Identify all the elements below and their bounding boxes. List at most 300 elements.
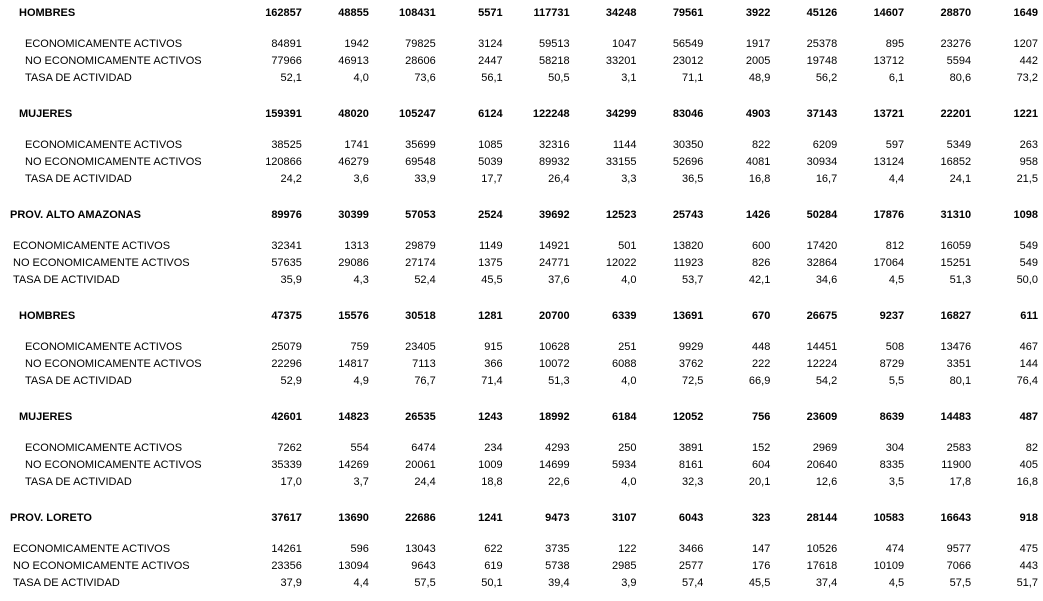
value-cell: 35,9 (280, 274, 302, 286)
value-cell: 9643 (411, 560, 436, 572)
value-cell: 8161 (678, 459, 704, 471)
section-total-cell: 25743 (672, 209, 704, 221)
section-total-cell: 83046 (672, 108, 704, 120)
value-cell: 89932 (538, 156, 570, 168)
value-cell: 443 (1019, 560, 1038, 572)
value-cell: 1207 (1013, 38, 1038, 50)
value-cell: 5738 (545, 560, 570, 572)
value-cell: 4,9 (353, 375, 369, 387)
value-cell: 4293 (545, 442, 570, 454)
section-label: PROV. LORETO (10, 512, 92, 524)
value-cell: 52,9 (280, 375, 302, 387)
value-cell: 54,2 (815, 375, 838, 387)
value-cell: 4,5 (888, 577, 905, 589)
table-section (0, 209, 1043, 291)
row-label: TASA DE ACTIVIDAD (13, 577, 120, 589)
value-cell: 42,1 (748, 274, 771, 286)
section-total-cell: 34299 (605, 108, 637, 120)
value-cell: 57635 (271, 257, 302, 269)
value-cell: 234 (484, 442, 503, 454)
section-total-cell: 37617 (271, 512, 302, 524)
value-cell: 144 (1019, 358, 1038, 370)
value-cell: 73,6 (414, 72, 436, 84)
value-cell: 4,3 (353, 274, 369, 286)
value-cell: 263 (1019, 139, 1038, 151)
value-cell: 826 (751, 257, 771, 269)
value-cell: 56,1 (481, 72, 503, 84)
value-cell: 11900 (941, 459, 972, 471)
value-cell: 14261 (271, 543, 302, 555)
section-total-cell: 13691 (672, 310, 704, 322)
value-cell: 597 (885, 139, 905, 151)
value-cell: 20,1 (748, 476, 771, 488)
value-cell: 3,3 (621, 173, 637, 185)
value-cell: 13124 (873, 156, 905, 168)
value-cell: 13043 (405, 543, 436, 555)
section-total-cell: 159391 (265, 108, 302, 120)
value-cell: 3466 (678, 543, 704, 555)
value-cell: 222 (751, 358, 771, 370)
value-cell: 36,5 (681, 173, 704, 185)
value-cell: 17420 (806, 240, 838, 252)
value-cell: 25079 (271, 341, 302, 353)
value-cell: 82 (1025, 442, 1038, 454)
table-row (0, 156, 1043, 173)
value-cell: 442 (1019, 55, 1038, 67)
table-section (0, 108, 1043, 190)
value-cell: 549 (1019, 257, 1038, 269)
section-total-cell: 47375 (271, 310, 302, 322)
value-cell: 304 (885, 442, 905, 454)
section-total-cell: 22201 (940, 108, 972, 120)
table-row (0, 375, 1043, 392)
value-cell: 2583 (946, 442, 972, 454)
value-cell: 2577 (678, 560, 704, 572)
section-label: MUJERES (19, 108, 73, 120)
section-total-cell: 8639 (879, 411, 905, 423)
value-cell: 10628 (538, 341, 570, 353)
section-header-row (0, 7, 1043, 20)
section-rows (0, 240, 1043, 291)
section-total-cell: 13690 (338, 512, 369, 524)
value-cell: 84891 (271, 38, 302, 50)
section-total-cell: 12523 (605, 209, 637, 221)
section-total-cell: 31310 (940, 209, 972, 221)
value-cell: 120866 (265, 156, 302, 168)
row-label: TASA DE ACTIVIDAD (25, 476, 132, 488)
table-row (0, 358, 1043, 375)
value-cell: 39,4 (548, 577, 570, 589)
value-cell: 66,9 (748, 375, 771, 387)
value-cell: 4,0 (621, 375, 637, 387)
value-cell: 76,7 (414, 375, 436, 387)
value-cell: 812 (885, 240, 905, 252)
value-cell: 15251 (940, 257, 972, 269)
value-cell: 17064 (873, 257, 905, 269)
value-cell: 12,6 (815, 476, 838, 488)
value-cell: 596 (350, 543, 369, 555)
value-cell: 52,1 (280, 72, 302, 84)
value-cell: 79825 (405, 38, 436, 50)
value-cell: 30350 (672, 139, 704, 151)
value-cell: 7262 (277, 442, 302, 454)
value-cell: 549 (1019, 240, 1038, 252)
value-cell: 467 (1019, 341, 1038, 353)
value-cell: 52,4 (414, 274, 436, 286)
value-cell: 1942 (344, 38, 369, 50)
section-total-cell: 6124 (478, 108, 503, 120)
value-cell: 46279 (338, 156, 369, 168)
section-total-cell: 1221 (1013, 108, 1038, 120)
value-cell: 57,4 (681, 577, 704, 589)
section-total-cell: 30399 (338, 209, 369, 221)
value-cell: 29879 (405, 240, 436, 252)
section-total-cell: 48855 (338, 7, 369, 19)
section-total-cell: 30518 (405, 310, 436, 322)
row-label: NO ECONOMICAMENTE ACTIVOS (25, 358, 202, 370)
section-total-cell: 57053 (405, 209, 436, 221)
value-cell: 600 (751, 240, 771, 252)
value-cell: 10072 (538, 358, 570, 370)
section-header-row (0, 512, 1043, 525)
value-cell: 35699 (405, 139, 436, 151)
value-cell: 622 (484, 543, 503, 555)
row-label: NO ECONOMICAMENTE ACTIVOS (25, 156, 202, 168)
value-cell: 27174 (405, 257, 436, 269)
value-cell: 475 (1019, 543, 1038, 555)
row-label: ECONOMICAMENTE ACTIVOS (13, 240, 171, 252)
value-cell: 4081 (745, 156, 771, 168)
table-section (0, 7, 1043, 89)
value-cell: 20061 (405, 459, 436, 471)
section-rows (0, 139, 1043, 190)
value-cell: 24,1 (949, 173, 972, 185)
section-total-cell: 323 (751, 512, 771, 524)
table-row (0, 476, 1043, 493)
row-label: TASA DE ACTIVIDAD (25, 375, 132, 387)
section-total-cell: 45126 (806, 7, 838, 19)
value-cell: 4,0 (353, 72, 369, 84)
table-row (0, 55, 1043, 72)
value-cell: 32341 (271, 240, 302, 252)
table-row (0, 274, 1043, 291)
section-total-cell: 39692 (538, 209, 570, 221)
value-cell: 56549 (672, 38, 704, 50)
section-total-cell: 5571 (478, 7, 503, 19)
section-total-cell: 42601 (271, 411, 302, 423)
value-cell: 14269 (338, 459, 369, 471)
value-cell: 9929 (678, 341, 704, 353)
value-cell: 3735 (545, 543, 570, 555)
value-cell: 18,8 (481, 476, 503, 488)
value-cell: 51,7 (1016, 577, 1038, 589)
table-section (0, 411, 1043, 493)
value-cell: 4,4 (353, 577, 369, 589)
table-row (0, 240, 1043, 257)
section-total-cell: 16827 (940, 310, 972, 322)
value-cell: 37,9 (280, 577, 302, 589)
row-label: NO ECONOMICAMENTE ACTIVOS (13, 257, 190, 269)
section-total-cell: 122248 (532, 108, 570, 120)
value-cell: 14817 (338, 358, 369, 370)
value-cell: 1917 (745, 38, 771, 50)
value-cell: 1741 (344, 139, 369, 151)
value-cell: 448 (751, 341, 771, 353)
value-cell: 251 (618, 341, 637, 353)
value-cell: 1149 (479, 240, 503, 252)
section-total-cell: 2524 (478, 209, 503, 221)
value-cell: 45,5 (748, 577, 771, 589)
section-total-cell: 108431 (399, 7, 436, 19)
value-cell: 3124 (478, 38, 503, 50)
value-cell: 12022 (605, 257, 637, 269)
value-cell: 24,4 (414, 476, 436, 488)
section-total-cell: 1243 (478, 411, 503, 423)
value-cell: 25378 (806, 38, 838, 50)
value-cell: 38525 (271, 139, 302, 151)
value-cell: 12224 (806, 358, 838, 370)
value-cell: 13820 (672, 240, 704, 252)
row-label: TASA DE ACTIVIDAD (25, 173, 132, 185)
value-cell: 6088 (612, 358, 637, 370)
section-total-cell: 3107 (612, 512, 637, 524)
value-cell: 50,0 (1016, 274, 1038, 286)
row-label: ECONOMICAMENTE ACTIVOS (25, 139, 183, 151)
section-rows (0, 543, 1043, 594)
value-cell: 22296 (271, 358, 302, 370)
value-cell: 6209 (812, 139, 838, 151)
value-cell: 5,5 (888, 375, 905, 387)
section-total-cell: 117731 (533, 7, 570, 19)
value-cell: 51,3 (548, 375, 570, 387)
section-total-cell: 162857 (265, 7, 302, 19)
row-label: NO ECONOMICAMENTE ACTIVOS (25, 55, 202, 67)
section-header-row (0, 411, 1043, 424)
value-cell: 3,7 (353, 476, 369, 488)
section-total-cell: 6043 (678, 512, 704, 524)
value-cell: 4,4 (888, 173, 905, 185)
section-label: HOMBRES (19, 7, 76, 19)
section-total-cell: 14483 (940, 411, 972, 423)
value-cell: 57,5 (949, 577, 972, 589)
value-cell: 7066 (946, 560, 972, 572)
section-total-cell: 17876 (873, 209, 905, 221)
value-cell: 13712 (873, 55, 905, 67)
section-total-cell: 9237 (879, 310, 905, 322)
value-cell: 26,4 (548, 173, 570, 185)
value-cell: 3,9 (621, 577, 637, 589)
value-cell: 23356 (271, 560, 302, 572)
value-cell: 23405 (405, 341, 436, 353)
value-cell: 48,9 (748, 72, 771, 84)
value-cell: 958 (1019, 156, 1038, 168)
value-cell: 10109 (873, 560, 905, 572)
section-header-row (0, 310, 1043, 323)
table-section (0, 310, 1043, 392)
value-cell: 28606 (405, 55, 436, 67)
value-cell: 122 (618, 543, 637, 555)
section-total-cell: 13721 (873, 108, 905, 120)
value-cell: 8729 (879, 358, 905, 370)
value-cell: 4,0 (621, 274, 637, 286)
section-total-cell: 28870 (940, 7, 972, 19)
section-total-cell: 1426 (745, 209, 771, 221)
value-cell: 72,5 (681, 375, 704, 387)
value-cell: 3,6 (353, 173, 369, 185)
section-total-cell: 37143 (806, 108, 838, 120)
table-row (0, 38, 1043, 55)
value-cell: 1085 (478, 139, 503, 151)
value-cell: 604 (751, 459, 771, 471)
value-cell: 14699 (538, 459, 570, 471)
table-row (0, 173, 1043, 190)
section-total-cell: 22686 (405, 512, 436, 524)
value-cell: 3762 (678, 358, 704, 370)
table-row (0, 560, 1043, 577)
value-cell: 5039 (478, 156, 503, 168)
section-total-cell: 20700 (538, 310, 570, 322)
value-cell: 4,5 (888, 274, 905, 286)
section-total-cell: 1098 (1013, 209, 1038, 221)
value-cell: 501 (618, 240, 637, 252)
value-cell: 16,7 (815, 173, 838, 185)
value-cell: 71,4 (481, 375, 503, 387)
value-cell: 17618 (806, 560, 838, 572)
section-total-cell: 14607 (873, 7, 905, 19)
value-cell: 29086 (338, 257, 369, 269)
value-cell: 69548 (405, 156, 436, 168)
value-cell: 51,3 (949, 274, 972, 286)
value-cell: 1047 (612, 38, 637, 50)
section-rows (0, 341, 1043, 392)
value-cell: 1375 (478, 257, 503, 269)
value-cell: 2447 (478, 55, 503, 67)
value-cell: 35339 (271, 459, 302, 471)
value-cell: 5934 (612, 459, 637, 471)
section-total-cell: 26675 (806, 310, 838, 322)
value-cell: 474 (885, 543, 905, 555)
row-label: ECONOMICAMENTE ACTIVOS (13, 543, 171, 555)
value-cell: 6474 (411, 442, 436, 454)
value-cell: 3,1 (621, 72, 637, 84)
value-cell: 24771 (538, 257, 570, 269)
table-row (0, 543, 1043, 560)
value-cell: 37,6 (548, 274, 570, 286)
section-total-cell: 23609 (806, 411, 838, 423)
value-cell: 45,5 (481, 274, 503, 286)
value-cell: 17,8 (949, 476, 972, 488)
section-header-row (0, 108, 1043, 121)
value-cell: 2985 (612, 560, 637, 572)
value-cell: 32864 (806, 257, 838, 269)
value-cell: 73,2 (1016, 72, 1038, 84)
value-cell: 33201 (605, 55, 637, 67)
section-rows (0, 442, 1043, 493)
value-cell: 2005 (745, 55, 771, 67)
value-cell: 1144 (612, 139, 637, 151)
table-row (0, 72, 1043, 89)
section-rows (0, 38, 1043, 89)
value-cell: 34,6 (815, 274, 838, 286)
table-row (0, 577, 1043, 594)
table-row (0, 257, 1043, 274)
section-total-cell: 10583 (873, 512, 905, 524)
value-cell: 14921 (538, 240, 570, 252)
value-cell: 250 (618, 442, 637, 454)
table-row (0, 442, 1043, 459)
section-total-cell: 1281 (478, 310, 503, 322)
value-cell: 8335 (879, 459, 905, 471)
section-total-cell: 28144 (806, 512, 838, 524)
section-total-cell: 670 (751, 310, 771, 322)
section-total-cell: 50284 (806, 209, 838, 221)
value-cell: 6,1 (888, 72, 905, 84)
section-total-cell: 14823 (338, 411, 369, 423)
value-cell: 52696 (672, 156, 704, 168)
section-total-cell: 26535 (405, 411, 436, 423)
value-cell: 76,4 (1016, 375, 1038, 387)
value-cell: 23276 (940, 38, 972, 50)
value-cell: 3351 (946, 358, 972, 370)
section-total-cell: 6184 (612, 411, 637, 423)
section-total-cell: 4903 (745, 108, 771, 120)
value-cell: 56,2 (815, 72, 838, 84)
value-cell: 554 (350, 442, 369, 454)
value-cell: 176 (751, 560, 771, 572)
value-cell: 16059 (940, 240, 972, 252)
value-cell: 24,2 (280, 173, 302, 185)
value-cell: 13476 (940, 341, 972, 353)
value-cell: 14451 (806, 341, 838, 353)
section-total-cell: 611 (1020, 310, 1038, 322)
table-row (0, 459, 1043, 476)
section-total-cell: 12052 (672, 411, 704, 423)
value-cell: 915 (484, 341, 503, 353)
value-cell: 9577 (946, 543, 972, 555)
value-cell: 33,9 (414, 173, 436, 185)
section-total-cell: 16643 (940, 512, 972, 524)
value-cell: 7113 (412, 358, 436, 370)
section-total-cell: 918 (1019, 512, 1038, 524)
value-cell: 5594 (946, 55, 972, 67)
section-total-cell: 1241 (478, 512, 503, 524)
value-cell: 3891 (678, 442, 704, 454)
value-cell: 2969 (812, 442, 838, 454)
section-total-cell: 34248 (605, 7, 637, 19)
table-row (0, 341, 1043, 358)
section-label: MUJERES (19, 411, 73, 423)
value-cell: 3,5 (888, 476, 905, 488)
value-cell: 147 (751, 543, 771, 555)
value-cell: 37,4 (815, 577, 838, 589)
section-total-cell: 6339 (612, 310, 637, 322)
value-cell: 80,1 (949, 375, 972, 387)
section-total-cell: 105247 (399, 108, 436, 120)
value-cell: 16852 (940, 156, 972, 168)
value-cell: 11923 (673, 257, 704, 269)
value-cell: 366 (484, 358, 503, 370)
value-cell: 58218 (538, 55, 570, 67)
row-label: NO ECONOMICAMENTE ACTIVOS (25, 459, 202, 471)
row-label: TASA DE ACTIVIDAD (13, 274, 120, 286)
table-section (0, 512, 1043, 594)
value-cell: 21,5 (1016, 173, 1038, 185)
value-cell: 405 (1019, 459, 1038, 471)
section-total-cell: 1649 (1013, 7, 1038, 19)
value-cell: 32,3 (681, 476, 704, 488)
value-cell: 71,1 (681, 72, 704, 84)
value-cell: 5349 (946, 139, 972, 151)
